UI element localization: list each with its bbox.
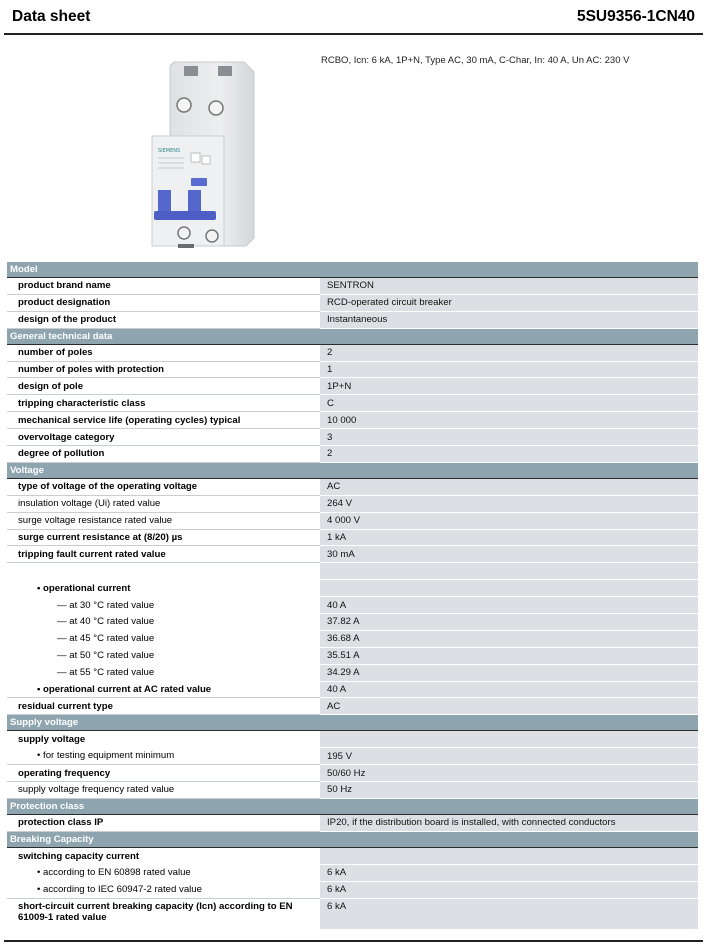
- section-title: Protection class: [7, 798, 698, 814]
- table-row: [7, 847, 698, 864]
- row-value: RCD-operated circuit breaker: [320, 294, 698, 311]
- row-value: 1 kA: [320, 529, 698, 546]
- row-value: 4 000 V: [320, 512, 698, 529]
- row-value: 50/60 Hz: [320, 765, 698, 782]
- table-row: [7, 698, 698, 715]
- row-label: — at 55 °C rated value: [7, 664, 320, 681]
- row-label: surge voltage resistance rated value: [7, 512, 320, 529]
- table-row: [7, 881, 698, 898]
- row-value: [320, 731, 698, 748]
- page-title: Data sheet: [12, 8, 91, 25]
- row-label: — at 40 °C rated value: [7, 614, 320, 631]
- table-row: [7, 294, 698, 311]
- row-value: IP20, if the distribution board is installed, with connected conductors: [320, 814, 698, 831]
- row-label: number of poles: [7, 344, 320, 361]
- row-value: 37.82 A: [320, 614, 698, 631]
- row-value: SENTRON: [320, 278, 698, 295]
- product-description: RCBO, Icn: 6 kA, 1P+N, Type AC, 30 mA, C-Char, In: 40 A, Un AC: 230 V: [321, 55, 630, 66]
- table-row: [7, 765, 698, 782]
- section-header-voltage: [7, 462, 698, 478]
- section-header-protection-class: [7, 798, 698, 814]
- section-header-general: [7, 328, 698, 344]
- row-label: design of pole: [7, 378, 320, 395]
- table-row: [7, 512, 698, 529]
- row-label: type of voltage of the operating voltage: [7, 478, 320, 495]
- section-title: General technical data: [7, 328, 698, 344]
- section-title: Breaking Capacity: [7, 831, 698, 847]
- row-value: 10 000: [320, 412, 698, 429]
- row-value: 40 A: [320, 597, 698, 614]
- row-label: tripping fault current rated value: [7, 546, 320, 563]
- table-row: [7, 478, 698, 495]
- row-label: • operational current at AC rated value: [7, 681, 320, 698]
- row-label: operating frequency: [7, 765, 320, 782]
- table-row: [7, 429, 698, 446]
- row-label: number of poles with protection: [7, 361, 320, 378]
- row-label: tripping characteristic class: [7, 395, 320, 412]
- row-label: • operational current: [7, 580, 320, 597]
- row-label: insulation voltage (Ui) rated value: [7, 495, 320, 512]
- row-label: — at 50 °C rated value: [7, 647, 320, 664]
- table-row: [7, 278, 698, 295]
- footer-divider: [4, 940, 703, 942]
- row-value: 2: [320, 344, 698, 361]
- section-header-supply-voltage: [7, 715, 698, 731]
- header-divider: [4, 33, 703, 35]
- row-label: design of the product: [7, 311, 320, 328]
- row-value: 195 V: [320, 748, 698, 765]
- row-label: degree of pollution: [7, 446, 320, 463]
- table-row: [7, 446, 698, 463]
- table-row: [7, 546, 698, 563]
- table-row: [7, 614, 698, 631]
- table-row: [7, 395, 698, 412]
- row-label: • according to IEC 60947-2 rated value: [7, 881, 320, 898]
- table-row: [7, 311, 698, 328]
- row-label: switching capacity current: [7, 847, 320, 864]
- row-value: Instantaneous: [320, 311, 698, 328]
- row-value: 1P+N: [320, 378, 698, 395]
- table-row: [7, 344, 698, 361]
- row-value: 6 kA: [320, 898, 698, 929]
- row-label: [7, 563, 320, 580]
- row-value: 35.51 A: [320, 647, 698, 664]
- row-label: • according to EN 60898 rated value: [7, 864, 320, 881]
- section-title: Voltage: [7, 462, 698, 478]
- table-row: [7, 898, 698, 929]
- row-value: 30 mA: [320, 546, 698, 563]
- table-row: [7, 731, 698, 748]
- row-label: — at 45 °C rated value: [7, 630, 320, 647]
- row-value: 3: [320, 429, 698, 446]
- row-label: product designation: [7, 294, 320, 311]
- row-label: supply voltage: [7, 731, 320, 748]
- table-row: [7, 361, 698, 378]
- table-row: [7, 664, 698, 681]
- row-label: supply voltage frequency rated value: [7, 782, 320, 799]
- section-header-model: [7, 262, 698, 278]
- row-value: [320, 563, 698, 580]
- row-value: 264 V: [320, 495, 698, 512]
- row-label: protection class IP: [7, 814, 320, 831]
- table-row: [7, 748, 698, 765]
- row-label: overvoltage category: [7, 429, 320, 446]
- row-label: surge current resistance at (8/20) µs: [7, 529, 320, 546]
- table-row: [7, 864, 698, 881]
- row-value: 1: [320, 361, 698, 378]
- table-row: [7, 630, 698, 647]
- row-value: 50 Hz: [320, 782, 698, 799]
- row-value: 2: [320, 446, 698, 463]
- row-value: C: [320, 395, 698, 412]
- row-label: short-circuit current breaking capacity (Icn) according to EN 61009-1 rated value: [7, 898, 320, 929]
- table-row: [7, 681, 698, 698]
- section-title: Supply voltage: [7, 715, 698, 731]
- row-value: 6 kA: [320, 881, 698, 898]
- row-value: 36.68 A: [320, 630, 698, 647]
- table-row-empty: [7, 563, 698, 580]
- section-header-breaking-capacity: [7, 831, 698, 847]
- row-value: AC: [320, 478, 698, 495]
- table-row: [7, 495, 698, 512]
- row-value: 34.29 A: [320, 664, 698, 681]
- row-value: AC: [320, 698, 698, 715]
- table-row: [7, 814, 698, 831]
- row-label: product brand name: [7, 278, 320, 295]
- row-value: 40 A: [320, 681, 698, 698]
- data-sheet-table: [7, 262, 698, 930]
- table-row: [7, 597, 698, 614]
- row-label: — at 30 °C rated value: [7, 597, 320, 614]
- row-label: residual current type: [7, 698, 320, 715]
- row-value: 6 kA: [320, 864, 698, 881]
- table-row: [7, 529, 698, 546]
- row-value: [320, 580, 698, 597]
- row-value: [320, 847, 698, 864]
- siemens-logo-text: SIEMENS: [158, 148, 181, 154]
- row-label: • for testing equipment minimum: [7, 748, 320, 765]
- table-row: [7, 580, 698, 597]
- row-label: mechanical service life (operating cycles) typical: [7, 412, 320, 429]
- table-row: [7, 647, 698, 664]
- table-row: [7, 378, 698, 395]
- product-image: [146, 58, 264, 250]
- table-row: [7, 782, 698, 799]
- product-code: 5SU9356-1CN40: [576, 8, 695, 25]
- section-title: Model: [7, 262, 698, 278]
- table-row: [7, 412, 698, 429]
